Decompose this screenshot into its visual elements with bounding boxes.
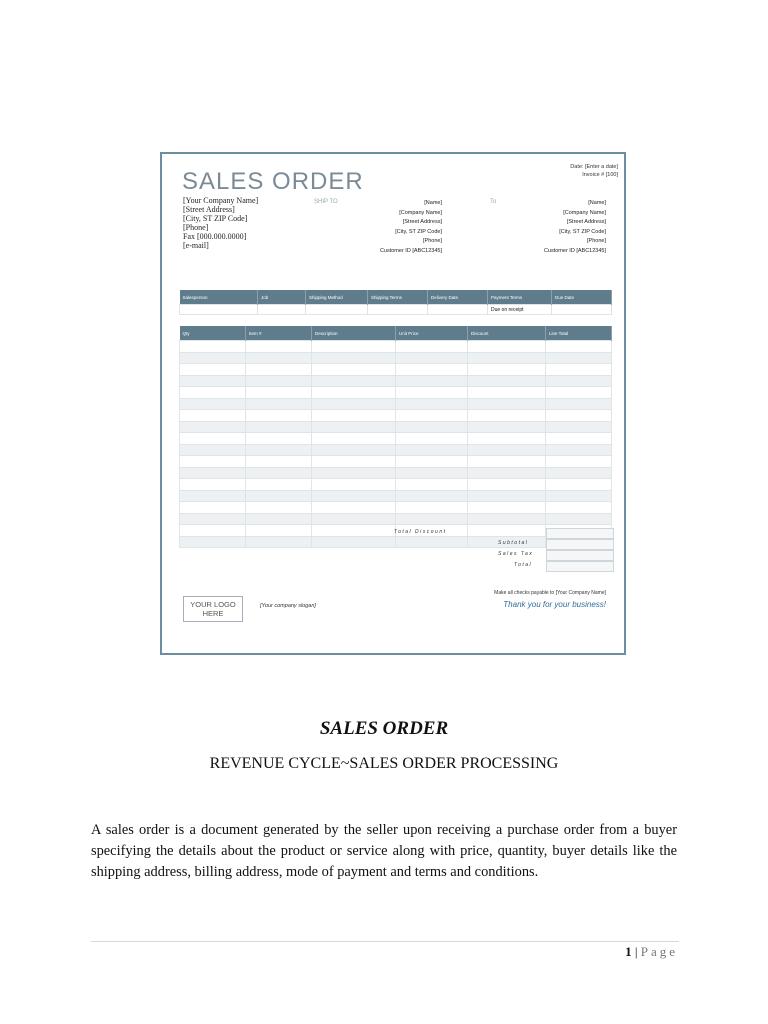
terms-header-row [180,290,612,305]
item-cell [180,364,246,376]
item-cell [180,387,246,399]
item-cell [312,490,396,502]
item-cell [180,375,246,387]
item-row [180,387,612,399]
subtotal-label: Subtotal [498,540,529,546]
terms-header-cell: Payment Terms [488,290,552,305]
item-cell [546,364,612,376]
item-row [180,479,612,491]
page-number: 1 [625,944,632,959]
item-cell [468,375,546,387]
item-cell [180,525,246,537]
invoice-line: Invoice # [100] [582,172,618,178]
item-cell [396,387,468,399]
items-table [179,326,612,548]
item-cell [546,352,612,364]
seller-line: [e-mail] [183,241,209,250]
logo-line: HERE [202,609,224,618]
seller-address [183,196,258,250]
item-cell [312,525,396,537]
to-line: [Phone] [587,238,606,245]
document-body-paragraph: A sales order is a document generated by the seller upon receiving a purchase order from a buyer specifying the details about the product or service along with price, quantity, buyer details like the shipping address, billing address, mode of payment and terms and conditions. [91,822,677,881]
item-cell [546,513,612,525]
terms-header-cell: Shipping Method [306,290,368,305]
item-cell [312,502,396,514]
thank-you-note: Thank you for your business! [503,600,606,609]
item-row [180,513,612,525]
item-cell [546,410,612,422]
item-cell [468,421,546,433]
item-cell [312,513,396,525]
item-cell [246,444,312,456]
item-row [180,444,612,456]
item-cell [396,341,468,353]
item-cell [468,525,546,537]
sales-order-form-image [160,152,626,655]
item-cell [546,490,612,502]
item-cell [180,467,246,479]
item-cell [246,479,312,491]
item-cell [546,456,612,468]
sales-tax-box [546,550,614,561]
item-cell [312,398,396,410]
item-cell [546,502,612,514]
item-cell [312,479,396,491]
item-cell [246,456,312,468]
seller-line: [City, ST ZIP Code] [183,214,248,223]
item-cell [468,502,546,514]
to-line: [Street Address] [566,219,606,226]
terms-header-cell: Shipping Terms [368,290,428,305]
to-line: Customer ID [ABC12345] [543,247,606,254]
item-cell [312,444,396,456]
item-cell [180,341,246,353]
to-line: [Company Name] [563,209,606,216]
item-cell [546,341,612,353]
item-cell [468,467,546,479]
item-cell [468,352,546,364]
item-cell [468,479,546,491]
item-cell [312,421,396,433]
item-row [180,467,612,479]
item-cell [246,502,312,514]
date-invoice-block [570,163,618,179]
item-cell [180,479,246,491]
ship-to-line: [Company Name] [399,209,442,216]
item-cell [546,421,612,433]
date-line: Date: [Enter a date] [570,164,618,170]
item-cell [312,536,396,548]
item-cell [468,410,546,422]
terms-header-cell: Salesperson [180,290,258,305]
seller-line: [Street Address] [183,205,235,214]
item-row [180,352,612,364]
item-row [180,341,612,353]
item-cell [546,398,612,410]
item-cell [246,421,312,433]
seller-line: [Phone] [183,223,209,232]
item-cell [312,364,396,376]
item-cell [246,525,312,537]
item-cell [180,444,246,456]
terms-table [179,290,612,315]
item-cell [180,398,246,410]
seller-line: [Your Company Name] [183,196,259,205]
page-word: Page [640,944,678,959]
item-cell [180,410,246,422]
item-cell [312,410,396,422]
terms-value-cell [552,305,612,315]
item-cell [396,364,468,376]
item-row [180,375,612,387]
item-cell [468,341,546,353]
terms-header-cell: Due Date [552,290,612,305]
item-cell [396,536,468,548]
item-cell [180,421,246,433]
item-cell [246,410,312,422]
item-cell [468,364,546,376]
item-cell [180,433,246,445]
ship-to-line: [Name] [424,200,442,206]
items-header-cell: Unit Price [396,326,468,341]
ship-to-label: SHIP TO [314,199,338,205]
terms-value-cell [306,305,368,315]
items-header-cell: Line Total [546,326,612,341]
ship-to-line: [City, ST ZIP Code] [395,228,442,235]
terms-value-cell [258,305,306,315]
to-line: [City, ST ZIP Code] [559,228,606,235]
item-cell [396,490,468,502]
item-cell [246,513,312,525]
item-cell [546,467,612,479]
terms-value-cell [428,305,488,315]
item-cell [246,398,312,410]
item-cell [396,433,468,445]
form-title: SALES ORDER [182,168,364,195]
terms-header-cell: Delivery Date [428,290,488,305]
page-footer [625,944,678,960]
item-cell [180,536,246,548]
ship-to-line: [Street Address] [402,219,442,226]
seller-line: Fax [000.000.0000] [183,232,247,241]
item-cell [546,479,612,491]
item-cell [312,456,396,468]
item-row [180,433,612,445]
item-cell [180,502,246,514]
total-discount-label: Total Discount [394,529,447,535]
item-cell [180,456,246,468]
item-cell [246,341,312,353]
item-cell [396,479,468,491]
subtotal-box [546,539,614,550]
document-subtitle: REVENUE CYCLE~SALES ORDER PROCESSING [209,755,559,772]
to-address [482,199,606,257]
item-cell [180,490,246,502]
item-cell [246,364,312,376]
item-cell [468,433,546,445]
item-cell [468,398,546,410]
item-cell [246,352,312,364]
total-box [546,561,614,572]
item-cell [396,444,468,456]
terms-value-cell: Due on receipt [488,305,552,315]
items-header-cell: Description [312,326,396,341]
terms-value-row [180,305,612,315]
item-cell [312,433,396,445]
footer-divider [91,941,679,942]
item-row [180,456,612,468]
item-cell [246,467,312,479]
item-cell [180,352,246,364]
item-cell [180,513,246,525]
item-cell [546,375,612,387]
terms-header-cell: Job [258,290,306,305]
item-cell [546,444,612,456]
item-cell [246,536,312,548]
company-slogan: [Your company slogan] [260,603,316,609]
item-cell [396,410,468,422]
sales-tax-label: Sales Tax [498,551,534,557]
item-cell [396,352,468,364]
terms-value-cell [368,305,428,315]
item-cell [468,490,546,502]
item-row [180,410,612,422]
item-cell [546,433,612,445]
to-line: [Name] [588,200,606,206]
item-row [180,490,612,502]
page-separator: | [631,944,641,959]
item-cell [396,375,468,387]
ship-to-line: Customer ID [ABC12345] [379,247,442,254]
checks-payable-note: Make all checks payable to [Your Company Name] [494,590,606,596]
logo-line: YOUR LOGO [190,600,236,609]
item-cell [246,433,312,445]
terms-value-cell [180,305,258,315]
item-cell [312,352,396,364]
item-cell [312,341,396,353]
item-cell [246,387,312,399]
item-cell [396,398,468,410]
item-cell [468,387,546,399]
item-cell [396,467,468,479]
item-cell [312,467,396,479]
items-body [180,341,612,548]
item-cell [546,387,612,399]
item-cell [246,375,312,387]
item-cell [396,421,468,433]
item-row [180,398,612,410]
items-header-cell: Discount [468,326,546,341]
item-row [180,502,612,514]
item-cell [396,513,468,525]
item-cell [468,513,546,525]
item-cell [396,456,468,468]
items-header-cell: Qty [180,326,246,341]
ship-to-address [312,199,442,257]
total-discount-box [546,528,614,539]
item-row [180,364,612,376]
item-cell [312,387,396,399]
to-label: To [490,199,497,205]
item-cell [396,502,468,514]
item-row [180,421,612,433]
ship-to-line: [Phone] [423,238,442,245]
item-cell [468,456,546,468]
items-header-row [180,326,612,341]
total-label: Total [514,562,533,568]
item-cell [468,444,546,456]
logo-placeholder [183,596,243,622]
item-cell [312,375,396,387]
item-cell [246,490,312,502]
document-title: SALES ORDER [319,718,449,739]
items-header-cell: Item # [246,326,312,341]
